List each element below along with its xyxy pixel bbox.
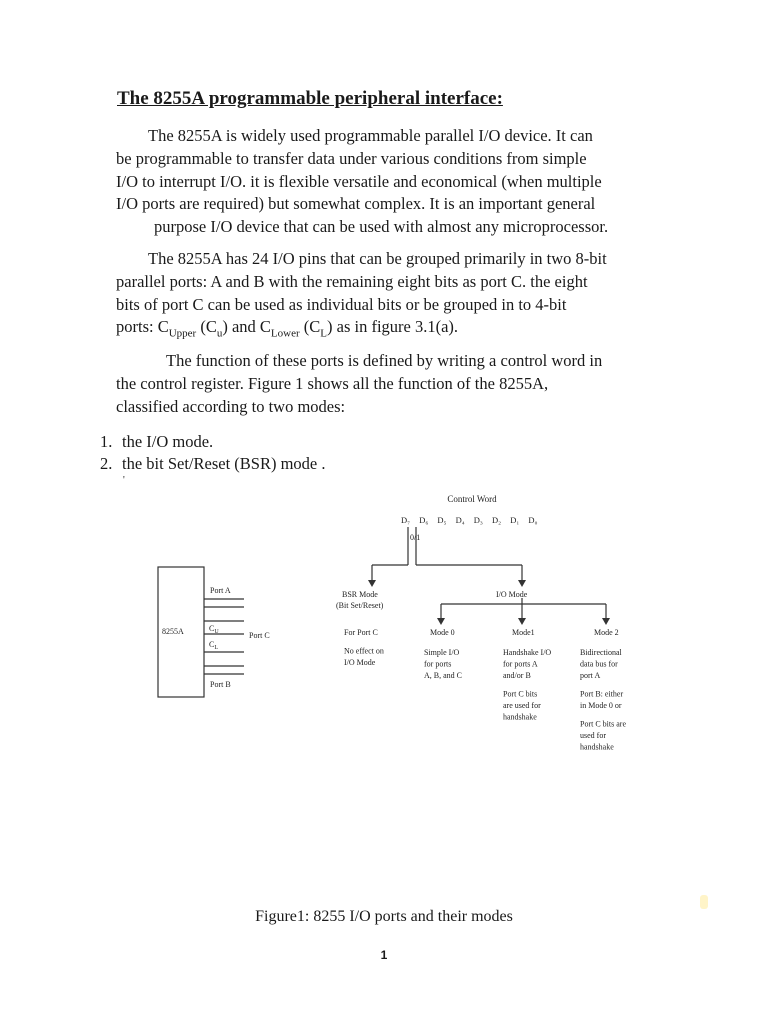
text-run: ) and C bbox=[222, 317, 271, 337]
subscript: L bbox=[320, 327, 327, 340]
paragraph-line: classified according to two modes: bbox=[116, 396, 346, 416]
io-arrowhead bbox=[518, 580, 526, 587]
description-line: data bus for bbox=[580, 659, 618, 669]
mode1-arrowhead bbox=[518, 618, 526, 625]
paragraph-line: I/O to interrupt I/O. it is flexible versatile and economical (when multiple bbox=[116, 171, 602, 191]
cl-label bbox=[209, 640, 218, 651]
paragraph-line: parallel ports: A and B with the remaining eight bits as port C. the eight bbox=[116, 271, 588, 291]
description-line: used for bbox=[580, 730, 606, 740]
selector-label: 0/1 bbox=[410, 533, 421, 542]
cl-main: C bbox=[209, 640, 215, 649]
cu-label bbox=[209, 624, 219, 635]
mode2-description bbox=[580, 648, 626, 751]
paragraph-line: The 8255A is widely used programmable parallel I/O device. It can bbox=[148, 126, 593, 145]
mode0-arrowhead bbox=[437, 618, 445, 625]
control-word-bits bbox=[401, 515, 538, 525]
control-bit-label: D₆ bbox=[419, 515, 429, 525]
text-run: ports: C bbox=[116, 317, 169, 337]
description-line: No effect on bbox=[344, 646, 384, 656]
cu-sub: U bbox=[214, 629, 219, 635]
description-line: Port C bits are bbox=[580, 719, 626, 729]
description-line: Handshake I/O bbox=[503, 648, 552, 657]
subscript: Upper bbox=[168, 327, 197, 340]
control-bit-label: D₃ bbox=[473, 515, 483, 525]
mode1-label: Mode1 bbox=[512, 628, 535, 637]
list-number: 1. bbox=[100, 432, 113, 451]
control-bit-label: D₂ bbox=[492, 515, 502, 525]
control-bit-label: D₁ bbox=[510, 515, 520, 525]
description-line: Bidirectional bbox=[580, 648, 622, 657]
description-line: port A bbox=[580, 671, 601, 680]
page-number: 1 bbox=[380, 948, 388, 962]
paragraph-line: the control register. Figure 1 shows all the function of the 8255A, bbox=[116, 373, 549, 393]
port-c-label: Port C bbox=[249, 631, 270, 640]
description-line: handshake bbox=[580, 742, 614, 752]
paragraph-line: purpose I/O device that can be used with almost any microprocessor. bbox=[154, 217, 609, 237]
subscript: Lower bbox=[270, 327, 300, 340]
description-line: for ports A bbox=[503, 659, 538, 669]
description-line: A, B, and C bbox=[424, 671, 462, 680]
description-line: Port C bits bbox=[503, 689, 538, 699]
chip-label: 8255A bbox=[162, 627, 184, 636]
description-line: Port B: either bbox=[580, 689, 624, 699]
text-run: ) as in figure 3.1(a). bbox=[327, 317, 459, 337]
mode2-label: Mode 2 bbox=[594, 628, 619, 637]
text-run: (C bbox=[299, 317, 321, 337]
mode1-description bbox=[503, 648, 551, 721]
paragraph-line: The 8255A has 24 I/O pins that can be grouped primarily in two 8-bit bbox=[148, 249, 607, 268]
paragraph-line: I/O ports are required) but somewhat complex. It is an important general bbox=[116, 194, 596, 214]
control-bit-label: D₀ bbox=[528, 515, 538, 525]
text-run: (C bbox=[196, 317, 217, 337]
list-text: the I/O mode. bbox=[122, 432, 214, 451]
stray-mark: ' bbox=[123, 475, 125, 486]
scan-smudge bbox=[700, 895, 708, 909]
arrowheads bbox=[368, 580, 610, 625]
control-bit-label: D₅ bbox=[437, 515, 447, 525]
bsr-arrowhead bbox=[368, 580, 376, 587]
bsr-mode-label: BSR Mode bbox=[342, 590, 378, 599]
paragraph-line: bits of port C can be used as individual bits or be grouped in to 4-bit bbox=[116, 294, 567, 314]
bsr-sub-label: (Bit Set/Reset) bbox=[336, 601, 384, 610]
paragraph-line: The function of these ports is defined by writing a control word in bbox=[166, 351, 603, 370]
list-text: the bit Set/Reset (BSR) mode . bbox=[122, 454, 326, 473]
bsr-description bbox=[344, 628, 384, 667]
subscript: u bbox=[216, 327, 223, 340]
control-bit-label: D₇ bbox=[401, 515, 411, 525]
cu-main: C bbox=[209, 624, 215, 633]
io-mode-label: I/O Mode bbox=[496, 590, 528, 599]
description-line: For Port C bbox=[344, 628, 378, 637]
list-number: 2. bbox=[100, 454, 113, 473]
description-line: handshake bbox=[503, 712, 537, 722]
description-line: are used for bbox=[503, 700, 541, 710]
mode0-description bbox=[424, 648, 462, 680]
description-line: Simple I/O bbox=[424, 648, 460, 657]
control-word-label: Control Word bbox=[447, 494, 497, 504]
figure-caption: Figure1: 8255 I/O ports and their modes bbox=[255, 908, 513, 925]
page-title: The 8255A programmable peripheral interface: bbox=[117, 88, 503, 109]
mode0-label: Mode 0 bbox=[430, 628, 455, 637]
control-bit-label: D₄ bbox=[455, 515, 465, 525]
port-a-label: Port A bbox=[210, 586, 231, 595]
paragraph-line: be programmable to transfer data under various conditions from simple bbox=[116, 148, 587, 168]
description-line: and/or B bbox=[503, 671, 531, 680]
port-b-label: Port B bbox=[210, 680, 231, 689]
cl-sub: L bbox=[214, 645, 219, 651]
description-line: I/O Mode bbox=[344, 657, 376, 667]
description-line: in Mode 0 or bbox=[580, 700, 622, 710]
mode2-arrowhead bbox=[602, 618, 610, 625]
description-line: for ports bbox=[424, 659, 452, 669]
